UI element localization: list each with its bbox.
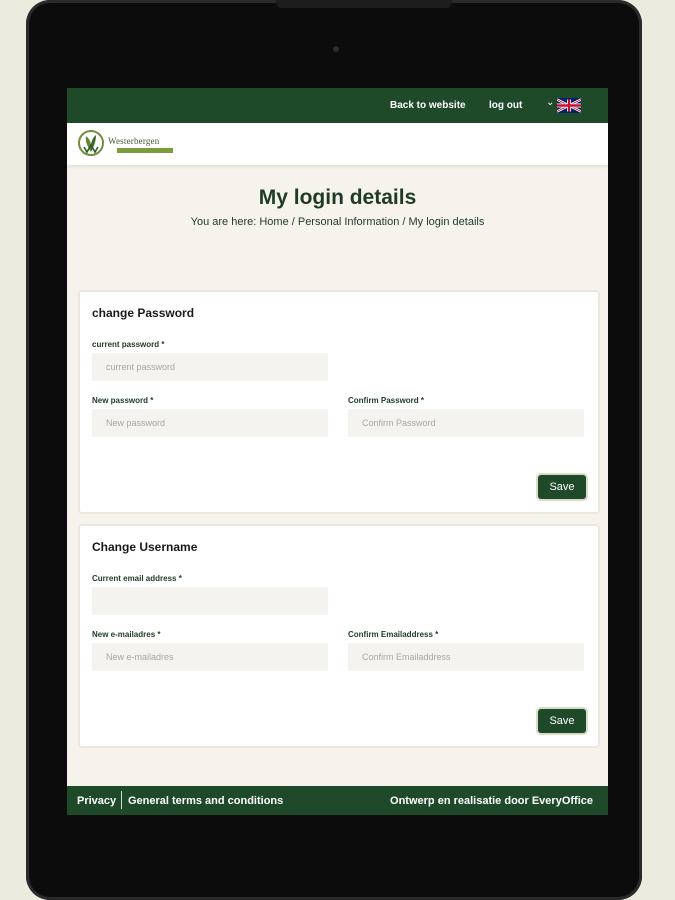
tablet-top-edge [276,0,452,8]
site-footer [67,786,608,815]
logo-wordmark: Westerbergen [108,136,160,146]
uk-flag-icon[interactable] [557,98,581,113]
privacy-link[interactable]: Privacy [77,795,117,807]
change-username-title: Change Username [92,540,198,554]
current-email-input[interactable] [92,587,328,615]
logout-link[interactable]: log out [489,100,523,111]
new-password-label: New password * [92,396,154,405]
change-password-title: change Password [92,306,195,320]
terms-link[interactable]: General terms and conditions [128,795,284,807]
new-password-input[interactable] [92,409,328,437]
page-title: My login details [258,186,417,209]
site-header [67,123,608,166]
change-password-card [78,290,600,514]
save-username-button[interactable]: Save [538,709,586,733]
credit-link[interactable]: Ontwerp en realisatie door EveryOffice [390,795,593,807]
top-bar [67,88,608,123]
breadcrumb: You are here: Home / Personal Information / My login details [190,216,485,228]
confirm-password-label: Confirm Password * [348,396,425,405]
footer-divider [121,791,122,809]
current-password-label: current password * [92,340,165,349]
confirm-email-input[interactable] [348,643,584,671]
logo-icon[interactable] [77,129,105,157]
new-email-input[interactable] [92,643,328,671]
change-username-card [78,524,600,748]
back-to-website-link[interactable]: Back to website [390,100,466,111]
current-email-label: Current email address * [92,574,182,583]
camera-icon [333,46,339,52]
chevron-down-icon[interactable]: ⌄ [546,97,555,108]
save-password-button[interactable]: Save [538,475,586,499]
screen [67,88,608,815]
logo-tagline [117,148,173,153]
new-email-label: New e-mailadres * [92,630,161,639]
current-password-input[interactable] [92,353,328,381]
confirm-email-label: Confirm Emailaddress * [348,630,439,639]
confirm-password-input[interactable] [348,409,584,437]
